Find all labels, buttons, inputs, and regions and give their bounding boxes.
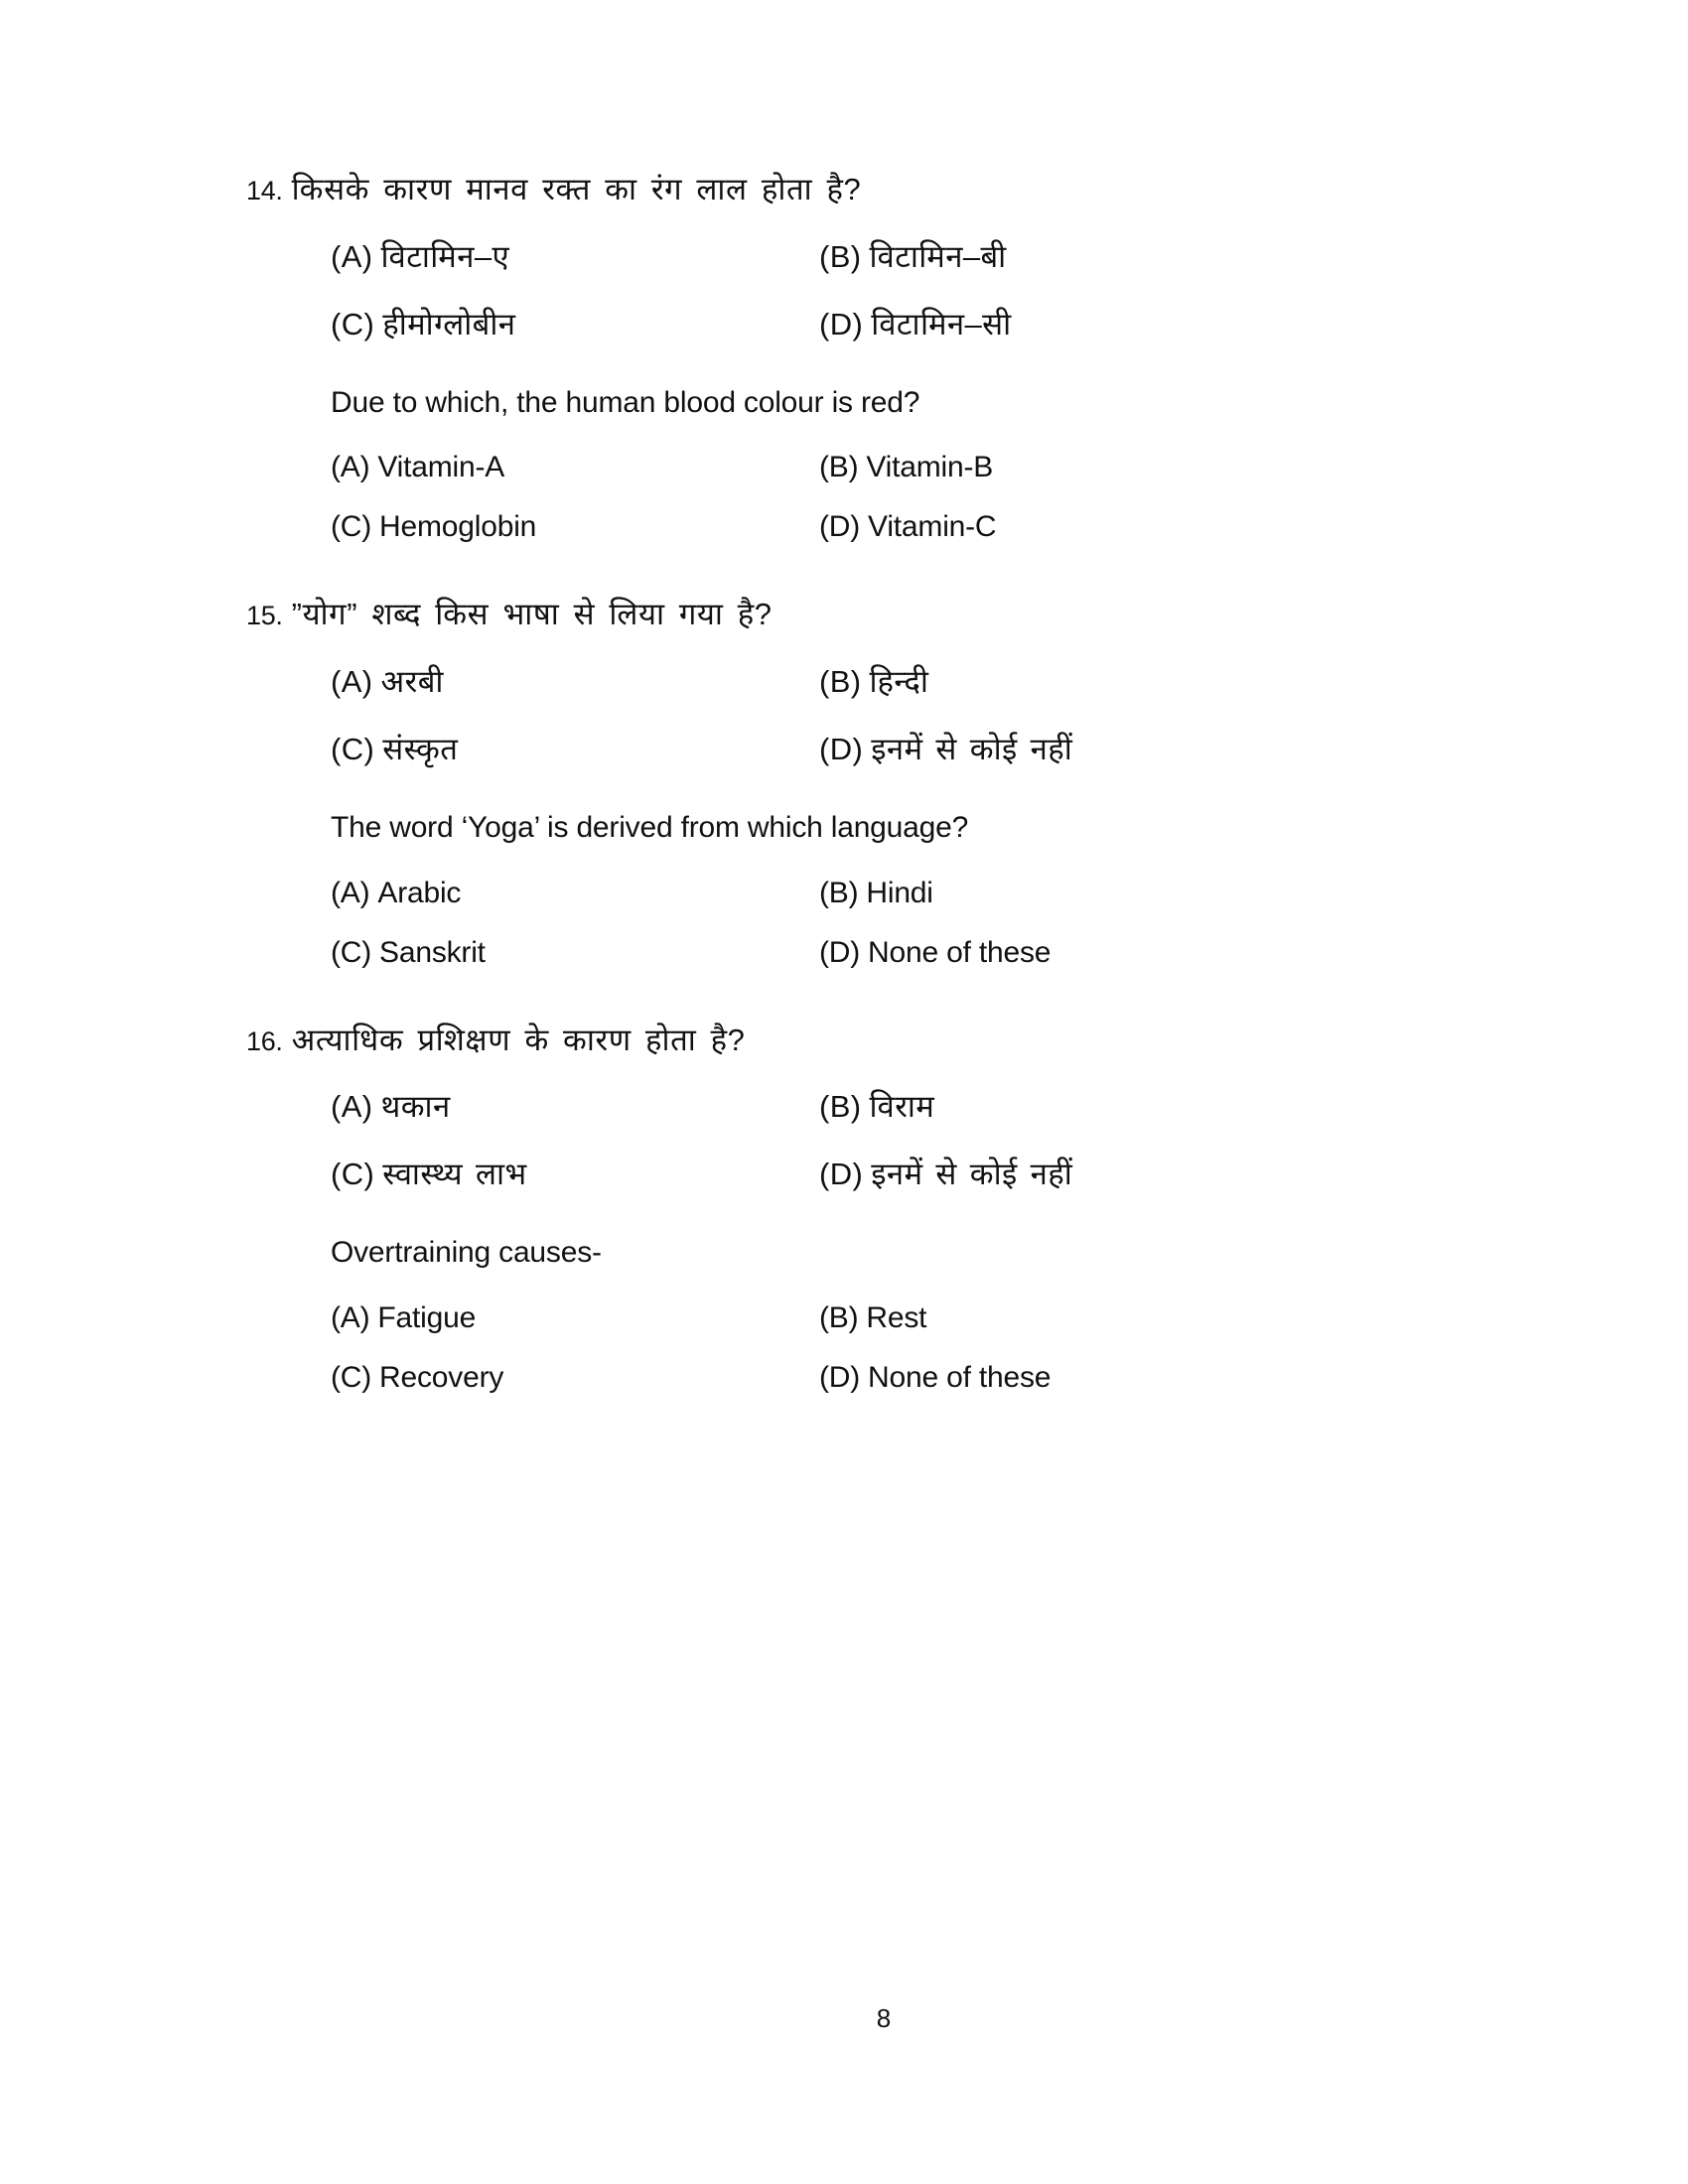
questions-container <box>246 171 1418 1438</box>
option-label: (D) <box>819 306 864 341</box>
question-15-english-options <box>246 877 1418 970</box>
question-15-number: 15. <box>246 601 283 631</box>
question-14-english-options <box>246 451 1418 544</box>
option-text: हिन्दी <box>869 664 929 699</box>
option-label: (B) <box>819 1300 859 1334</box>
option-label: (D) <box>819 935 861 969</box>
option-15-hindi-c[interactable] <box>331 728 819 769</box>
option-label: (D) <box>819 510 861 544</box>
option-text: इनमें से कोई नहीं <box>871 1157 1073 1192</box>
option-14-english-a[interactable] <box>331 451 819 484</box>
question-14-hindi-text: किसके कारण मानव रक्त का रंग लाल होता है? <box>291 172 862 206</box>
option-label: (C) <box>331 510 372 544</box>
question-block-14 <box>246 171 1418 544</box>
question-15-english-text: The word ‘Yoga’ is derived from which language? <box>331 811 969 844</box>
question-15-hindi-line <box>246 596 1418 634</box>
question-14-number: 14. <box>246 176 283 205</box>
option-label: (A) <box>331 451 370 484</box>
option-14-hindi-b[interactable] <box>819 235 1308 277</box>
question-15-hindi-text: ”योग” शब्द किस भाषा से लिया गया है? <box>291 597 773 632</box>
option-text: Rest <box>866 1300 927 1334</box>
option-row <box>331 1301 1418 1335</box>
option-label: (C) <box>331 306 375 341</box>
option-row <box>331 235 1418 277</box>
question-16-number: 16. <box>246 1025 283 1056</box>
option-text: अरबी <box>380 664 444 699</box>
option-text: Vitamin-A <box>377 451 505 484</box>
option-text: विटामिन–सी <box>871 306 1012 341</box>
option-label: (D) <box>819 1360 861 1394</box>
option-row <box>331 728 1418 769</box>
option-text: इनमें से कोई नहीं <box>871 732 1073 766</box>
option-16-hindi-a[interactable] <box>331 1085 819 1127</box>
option-15-english-a[interactable] <box>331 877 819 910</box>
question-16-english-text: Overtraining causes- <box>331 1236 602 1270</box>
option-label: (C) <box>331 1157 375 1192</box>
option-label: (B) <box>819 1089 862 1125</box>
option-row <box>331 877 1418 910</box>
option-text: Sanskrit <box>379 935 486 969</box>
option-15-english-b[interactable] <box>819 877 1308 910</box>
option-14-hindi-d[interactable] <box>819 303 1308 344</box>
option-label: (B) <box>819 876 859 909</box>
option-text: Vitamin-B <box>866 451 994 484</box>
option-16-english-c[interactable] <box>331 1361 819 1395</box>
option-label: (B) <box>819 238 862 274</box>
option-label: (A) <box>331 1089 373 1125</box>
option-text: विटामिन–ए <box>380 238 510 274</box>
option-15-hindi-d[interactable] <box>819 728 1308 769</box>
option-15-english-c[interactable] <box>331 936 819 970</box>
option-row <box>331 1361 1418 1395</box>
option-16-english-a[interactable] <box>331 1301 819 1335</box>
option-15-hindi-b[interactable] <box>819 660 1308 702</box>
question-14-hindi-line <box>246 171 1418 209</box>
option-text: None of these <box>868 935 1052 969</box>
question-block-15 <box>246 596 1418 969</box>
option-16-hindi-c[interactable] <box>331 1153 819 1194</box>
option-text: थकान <box>380 1089 451 1125</box>
question-block-16 <box>246 1022 1418 1395</box>
option-text: विटामिन–बी <box>869 238 1007 274</box>
option-14-english-d[interactable] <box>819 510 1308 544</box>
question-16-hindi-line <box>246 1022 1418 1060</box>
option-row <box>331 1085 1418 1127</box>
option-text: Hemoglobin <box>379 510 537 544</box>
option-label: (A) <box>331 238 373 274</box>
page-number: 8 <box>876 2003 892 2033</box>
option-label: (D) <box>819 1157 864 1192</box>
option-text: None of these <box>868 1360 1052 1394</box>
option-text: Vitamin-C <box>868 510 997 544</box>
option-text: Fatigue <box>377 1300 477 1334</box>
option-row <box>331 660 1418 702</box>
option-text: Hindi <box>866 876 933 909</box>
option-label: (D) <box>819 732 864 766</box>
option-label: (C) <box>331 1360 372 1394</box>
question-14-hindi-options <box>246 235 1418 344</box>
option-label: (B) <box>819 451 859 484</box>
option-label: (C) <box>331 732 375 766</box>
question-15-hindi-options <box>246 660 1418 769</box>
option-label: (B) <box>819 664 862 699</box>
option-text: विराम <box>869 1089 935 1125</box>
option-16-hindi-d[interactable] <box>819 1153 1308 1194</box>
option-text: हीमोग्लोबीन <box>382 306 516 341</box>
question-16-english-options <box>246 1301 1418 1395</box>
option-text: Recovery <box>379 1360 504 1394</box>
question-16-hindi-options <box>246 1085 1418 1194</box>
option-15-hindi-a[interactable] <box>331 660 819 702</box>
option-text: संस्कृत <box>382 732 459 766</box>
option-14-english-c[interactable] <box>331 510 819 544</box>
option-text: Arabic <box>377 876 462 909</box>
option-row <box>331 1153 1418 1194</box>
option-14-hindi-c[interactable] <box>331 303 819 344</box>
option-label: (A) <box>331 1300 370 1334</box>
option-15-english-d[interactable] <box>819 936 1308 970</box>
option-label: (A) <box>331 664 373 699</box>
option-16-english-b[interactable] <box>819 1301 1308 1335</box>
question-14-english-text: Due to which, the human blood colour is red? <box>331 385 920 419</box>
option-text: स्वास्थ्य लाभ <box>382 1157 527 1192</box>
option-14-english-b[interactable] <box>819 451 1308 484</box>
option-16-english-d[interactable] <box>819 1361 1308 1395</box>
option-16-hindi-b[interactable] <box>819 1085 1308 1127</box>
option-row <box>331 303 1418 344</box>
question-16-hindi-text: अत्याधिक प्रशिक्षण के कारण होता है? <box>291 1022 746 1057</box>
option-label: (A) <box>331 876 370 909</box>
option-row <box>331 936 1418 970</box>
option-row <box>331 510 1418 544</box>
option-row <box>331 451 1418 484</box>
option-label: (C) <box>331 935 372 969</box>
option-14-hindi-a[interactable] <box>331 235 819 277</box>
